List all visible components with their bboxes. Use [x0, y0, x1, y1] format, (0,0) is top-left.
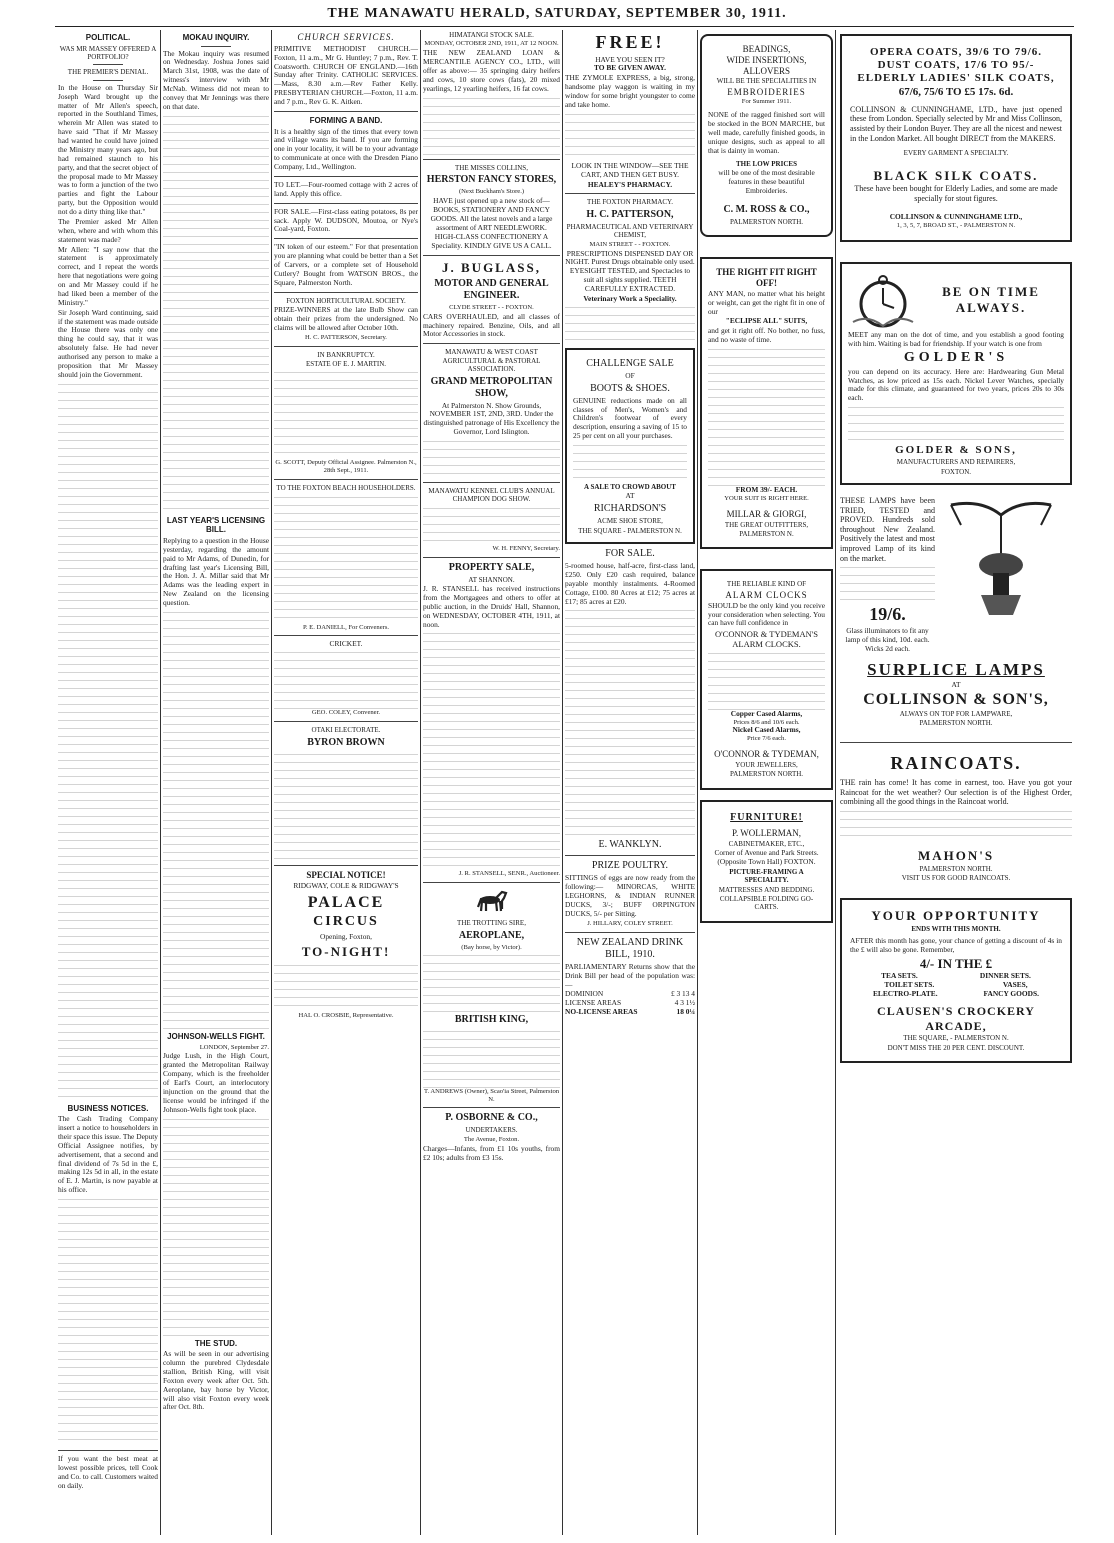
opera-coats-box [840, 34, 1072, 242]
column-stock [423, 30, 560, 1535]
article-paragraph: The Mokau inquiry was resumed on Wednesday. Joshua Jones said March 31st, 1908, was the date of witness's interview with Mr McNab. Witness did not mean to convey that Mr Jennings was there on that date. [163, 48, 269, 111]
text-block [274, 751, 418, 861]
ad-title: DUST COATS, 17/6 TO 95/- [877, 59, 1035, 72]
masthead-title: THE MANAWATU HERALD, SATURDAY, SEPTEMBER 30, 1911. [327, 6, 787, 21]
ad-text: 1, 3, 5, 7, BROAD ST., - PALMERSTON N. [896, 222, 1016, 230]
classified-ad: you can depend on its accuracy. Here are: Hardwearing Gun Metal Watches, as low priced as 15s each. Nickel Lever Watches, specially made for this climate, and guaranteed for two years, prices 20s to 30s each. [848, 366, 1064, 403]
classified-ad: SHOULD be the only kind you receive your consideration when selecting. You can have full confidence in [708, 600, 825, 628]
ad-heading: OTAKI ELECTORATE. [311, 726, 381, 735]
ad-heading: ENDS WITH THIS MONTH. [911, 925, 1001, 934]
ad-heading: PHARMACEUTICAL AND VETERINARY CHEMIST, [566, 222, 694, 240]
classified-ad: and get it right off. No bother, no fuss, and no waste of time. [708, 326, 825, 345]
ad-title: PALACE [307, 894, 385, 912]
ad-title: YOUR OPPORTUNITY [871, 908, 1041, 924]
section-heading: CHURCH SERVICES. [297, 32, 395, 42]
ad-heading: MATTRESSES AND BEDDING. [718, 885, 815, 894]
ad-title: PROPERTY SALE, [448, 561, 535, 573]
text-block [423, 630, 560, 870]
table-row: LICENSE AREAS 4 3 1½ [565, 998, 695, 1008]
ad-title: BEADINGS, [742, 44, 791, 54]
golder-header [848, 270, 1064, 330]
ad-heading: "ECLIPSE ALL" SUITS, [725, 316, 808, 326]
ad-heading: CABINETMAKER, ETC., [728, 839, 805, 848]
lamps-text [840, 495, 935, 654]
horse-icon [472, 887, 512, 915]
lamp-price: 19/6. [869, 604, 906, 625]
ad-title: CHALLENGE SALE [586, 357, 674, 369]
text-block [840, 564, 935, 604]
column-collinson [840, 30, 1072, 1535]
ad-text: Prices 8/6 and 10/6 each. [733, 718, 800, 726]
classified-ad: PARLIAMENTARY Returns show that the Drink Bill per head of the population was:— [565, 961, 695, 989]
classified-ad: "IN token of our esteem." For that presentation you are planning what could be better than a Set of Carvers, or a complete set of Household Cutlery? Bought from WATSON BROS., the Square, Palmerston North. [274, 242, 418, 287]
text-block [163, 113, 269, 513]
ad-heading: HIMATANGI STOCK SALE. [449, 31, 534, 39]
column-notices [274, 30, 418, 1535]
section-heading: MOKAU INQUIRY. [182, 33, 250, 42]
ad-title: P. OSBORNE & CO., [445, 1112, 538, 1124]
goods-item: VASES, [1002, 979, 1028, 989]
text-block [274, 369, 418, 459]
ad-heading: THE GREAT OUTFITTERS, [724, 520, 809, 529]
church-listing: PRIMITIVE METHODIST CHURCH.—Foxton, 11 a.m., Mr G. Huntley; 7 p.m., Rev. T. Coatsworth. CHURCH OF ENGLAND.—16th Sunday after Trinity. CATHOLIC SERVICES.—Mass, 8.30 a.m.—Rev Father Kelly. PRESBYTERIAN CHURCH.—Foxton, 11 a.m. and 7 p.m., Rev G. K. Aitken. [274, 43, 418, 107]
text-block [423, 438, 560, 478]
subhead: THE PREMIER'S DENIAL. [67, 68, 149, 77]
ad-text: MAIN STREET - - FOXTON. [589, 240, 671, 248]
ad-title: RICHARDSON'S [593, 503, 667, 515]
ad-heading: MANAWATU KENNEL CLUB'S ANNUAL CHAMPION DOG SHOW. [428, 487, 555, 504]
ad-title: MILLAR & GIORGI, [726, 508, 807, 519]
text-block [708, 650, 825, 710]
ad-title: FOR SALE. [605, 548, 655, 560]
article-paragraph: Replying to a question in the House yesterday, regarding the amount paid to Mr Adams, of Dunedin, for drafting last year's Licensing Bill, the Hon. J. A. Millar said that Mr Adams was the leading expert in New Zealand on the licensing question. [163, 535, 269, 608]
ad-text: The Avenue, Foxton. [463, 1135, 520, 1143]
ad-heading: MANUFACTURERS AND REPAIRERS, [896, 458, 1016, 467]
text-block [565, 111, 695, 161]
ad-heading: TO THE FOXTON BEACH HOUSEHOLDERS. [276, 484, 416, 493]
article-paragraph: The Cash Trading Company insert a notice to householders in their space this issue. The Deputy Official Assignee notifies, by advertisement, that a second and final dividend of 7s 5d in the £, making 12s 5d in all, in the estate of E. J. Martin, is now payable at his office. [58, 1114, 158, 1195]
column-rule [697, 30, 698, 1535]
ad-heading: DON'T MISS THE 20 PER CENT. DISCOUNT. [887, 1043, 1025, 1052]
article-paragraph: In the House on Thursday Sir Joseph Ward brought up the matter of Mr Allen's speech, reported in the Southland Times, wherein Mr Allen was stated to have said "That if Mr Massey had wanted he could have joined the Ministry many years ago, but had remained staunch to his party, and that the secret object of the proposal made to Mr Massey was to form a junction of the two parties and fight the Labour party, but the Opposition would not do a dirty thing like that." [58, 82, 158, 217]
text-block [58, 1196, 158, 1446]
ad-title: H. C. PATTERSON, [586, 208, 674, 220]
classified-ad: Corner of Avenue and Park Streets. (Opposite Town Hall) FOXTON. [714, 847, 819, 866]
ad-title: MAHON'S [917, 848, 995, 864]
ad-heading: FOXTON HORTICULTURAL SOCIETY. [286, 296, 406, 305]
text-block [565, 607, 695, 837]
ad-text: Veterinary Work a Speciality. [583, 293, 677, 303]
classified-ad: NONE of the ragged finished sort will be stocked in the BON MARCHE, but well made, carefully finished goods, in unique designs, such as appeal to all that is dainty in woman. [708, 110, 825, 155]
watch-icon [848, 270, 918, 330]
goods-row [850, 972, 1062, 981]
ad-text: For Summer 1911. [741, 97, 792, 105]
classified-ad: ANY MAN, no matter what his height or weight, can get the right fit in one of our [708, 288, 825, 316]
ad-heading: MANAWATU & WEST COAST AGRICULTURAL & PASTORAL ASSOCIATION. [442, 348, 541, 374]
ad-heading: RIDGWAY, COLE & RIDGWAY'S [293, 881, 399, 891]
ad-text: CLYDE STREET - - FOXTON. [449, 303, 534, 311]
ad-heading: THE FOXTON PHARMACY. [587, 198, 673, 207]
challenge-sale-box [565, 348, 695, 544]
classified-ad: At Palmerston N. Show Grounds, NOVEMBER 1ST, 2ND, 3RD. Under the distinguished patronage of His Excellency the Governor, Lord Islington. [423, 400, 560, 437]
classified-ad: THE NEW ZEALAND LOAN & MERCANTILE AGENCY CO., LTD., will offer as above:— 35 springing dairy heifers and cows, 10 store cows (fats), 20 mixed yearlings, 12 yearling heifers, 16 fat cows. [423, 48, 560, 93]
ad-title: PRIZE POULTRY. [591, 860, 669, 872]
column-rule [835, 30, 836, 1535]
ad-title: BYRON BROWN [307, 736, 385, 748]
ad-text: YOUR SUIT IS RIGHT HERE. [724, 494, 809, 502]
ad-title: O'CONNOR & TYDEMAN'S [714, 629, 819, 640]
ad-text: (Next Buckham's Store.) [458, 188, 525, 196]
ad-title: WIDE INSERTIONS, [726, 54, 807, 65]
classified-ad: PRIZE-WINNERS at the late Bulb Show can obtain their prizes from the undersigned. No claims will be allowed after October 10th. [274, 305, 418, 332]
article-paragraph: Judge Lush, in the High Court, granted the Metropolitan Railway Company, which is the freeholder of Earl's Court, an interlocutory injunction on the ground that the license would be infringed if the Johnson-Wells fight took place. [163, 1051, 269, 1114]
ad-heading: PALMERSTON NORTH. [919, 719, 993, 728]
article-paragraph: Sir Joseph Ward continuing, said if the statement was made outside the House there was only one thing he could say, that it was absolutely false. He had never authorised any person to make a proposition that Mr Massey should join the Government. [58, 307, 158, 379]
classified-ad: Glass illuminators to fit any lamp of this kind, 10d. each. Wicks 2d each. [845, 625, 930, 653]
signature: W. H. FENNY, Secretary. [492, 544, 560, 552]
table-row: NO-LICENSE AREAS 18 0¼ [565, 1007, 695, 1017]
text-block [848, 404, 1064, 444]
golder-box [840, 262, 1072, 485]
text-block [274, 649, 418, 709]
text-block [423, 952, 560, 1012]
column-pharmacy [565, 30, 695, 1535]
ad-title: 67/6, 75/6 TO £5 17s. 6d. [898, 85, 1014, 98]
ad-heading: THE TROTTING SIRE, [457, 919, 526, 928]
ad-title: NEW ZEALAND DRINK BILL, 1910. [576, 936, 684, 960]
ad-heading: VISIT US FOR GOOD RAINCOATS. [901, 874, 1011, 883]
classified-ad: THE ZYMOLE EXPRESS, a big, strong, handsome play waggon is waiting in my window for some bright youngster to come and take home. [565, 73, 695, 109]
ad-heading: COLLINSON & CUNNINGHAME LTD., [889, 212, 1023, 222]
ad-heading: ALWAYS ON TOP FOR LAMPWARE, [899, 709, 1013, 718]
ad-text: Opening, Foxton, [320, 932, 372, 942]
text-block [58, 381, 158, 1101]
dateline: LONDON, September 27. [199, 1043, 269, 1051]
signature: G. SCOTT, Deputy Official Assignee. Palmerston N., 28th Sept., 1911. [275, 459, 417, 475]
footer-notice: If you want the best meat at lowest possible prices, tell Cook and Co. to call. Customers waited on daily. [58, 1454, 158, 1490]
ad-text: OF [625, 370, 635, 380]
classified-ad: HAVE just opened up a new stock of— BOOKS, STATIONERY AND FANCY GOODS. All the latest novels and a large assortment of ART NEEDLEWORK. [430, 195, 553, 232]
ad-heading: Nickel Cased Alarms, [732, 725, 801, 735]
ad-title: BLACK SILK COATS. [873, 167, 1039, 183]
ad-title: BOOTS & SHOES. [590, 382, 670, 394]
embroideries-box [700, 34, 833, 237]
ad-title: BE ON TIME ALWAYS. [942, 284, 1040, 316]
ad-heading: PALMERSTON NORTH. [729, 770, 804, 779]
ad-title: COLLINSON & SON'S, [863, 690, 1049, 708]
ad-heading: FOXTON. [940, 467, 971, 476]
text-block [840, 808, 1072, 838]
classified-ad: GENUINE reductions made on all classes of Men's, Women's and Children's footwear of every description, ensuring a saving of 15 to 25 per cent on all your purchases. [573, 395, 687, 441]
article-paragraph: It is a healthy sign of the times that every town and village wants its band. If you are forming one in your locality, it will be to your advantage to communicate at once with the Dresden Piano Company, Ltd., Wellington. [274, 126, 418, 172]
article-paragraph: Mr Allen: "I say now that the statement is approximately correct, and I repeat the words here that negotiations were going on and Mr Massey could if he had liked been a member of the Ministry." [58, 244, 158, 307]
ad-title: P. WOLLERMAN, [731, 827, 802, 838]
article-paragraph: The Premier asked Mr Allen when, where and with whom this statement was made? [58, 216, 158, 244]
column-rule [160, 30, 161, 1535]
text-block [423, 1028, 560, 1088]
classified-ad: Charges—Infants, from £1 10s youths, from £2 10s; adults from £3 15s. [423, 1143, 560, 1162]
ad-heading: IN BANKRUPTCY. [317, 350, 375, 359]
ad-title: ALLOVERS [743, 65, 790, 76]
column-embroideries [700, 30, 833, 1535]
ad-title: FURNITURE! [730, 811, 803, 823]
headline: WAS MR MASSEY OFFERED A PORTFOLIO? [59, 44, 157, 61]
ad-heading: WILL BE THE SPECIALITIES IN [716, 77, 817, 86]
ad-title: O'CONNOR & TYDEMAN, [714, 749, 819, 760]
masthead-rule [55, 26, 1074, 27]
ad-title: EMBROIDERIES [727, 86, 806, 97]
lamp-icon [941, 495, 1061, 625]
ad-title: ALARM CLOCKS [725, 589, 808, 600]
ad-title: CLAUSEN'S CROCKERY ARCADE, [877, 1004, 1035, 1033]
ad-heading: ACME SHOE STORE, [597, 517, 663, 526]
ad-heading: PALMERSTON N. [739, 530, 794, 539]
ad-title: ELDERLY LADIES' SILK COATS, [857, 72, 1055, 85]
lamps-row [840, 495, 1072, 654]
section-heading: JOHNSON-WELLS FIGHT. [167, 1031, 265, 1041]
signature: J. HILLARY, COLEY STREET. [587, 919, 673, 927]
column-rule [420, 30, 421, 1535]
goods-item: ELECTRO-PLATE. [873, 988, 938, 998]
ad-heading: THE LOW PRICES [736, 159, 797, 168]
furniture-box [700, 800, 833, 923]
lamps-ad [840, 495, 1072, 728]
ad-heading: AT SHANNON. [468, 575, 515, 584]
classified-ad: MEET any man on the dot of time, and you establish a good footing with him. Waiting is bad for friendship. If your watch is one from [848, 330, 1064, 348]
column-political [58, 30, 158, 1535]
ad-title: CIRCUS [313, 914, 379, 930]
classified-ad: will be one of the most desirable features in these beautiful Embroideries. [718, 168, 815, 195]
ad-text: AT [625, 491, 635, 501]
ad-title: BRITISH KING, [454, 1013, 529, 1025]
ad-title: FREE! [595, 32, 665, 52]
signature: GEO. COLEY, Convener. [311, 709, 381, 717]
ad-title: GOLDER'S [903, 349, 1009, 365]
ad-heading: HEALEY'S PHARMACY. [587, 179, 673, 189]
classified-ad: FOR SALE.—First-class eating potatoes, 8s per sack. Apply W. DUDSON, Moutoa, or Nye's Coal-yard, Foxton. [274, 206, 418, 234]
ad-heading: EVERY GARMENT A SPECIALTY. [903, 149, 1009, 158]
ad-title: J. BUGLASS, [442, 260, 541, 276]
text-block [423, 505, 560, 545]
classified-ad: HIGH-CLASS CONFECTIONERY A Speciality. KINDLY GIVE US A CALL. [431, 232, 552, 251]
classified-ad: TO LET.—Four-roomed cottage with 2 acres of land. Apply this office. [274, 179, 418, 198]
ad-heading: FROM 39/- EACH. [735, 485, 798, 495]
ad-heading: PALMERSTON NORTH. [729, 217, 804, 226]
section-heading: FORMING A BAND. [309, 115, 383, 125]
section-heading: LAST YEAR'S LICENSING BILL. [166, 515, 266, 535]
goods-item: TOILET SETS. [884, 979, 935, 989]
ad-text: (Bay horse, by Victor). [461, 943, 522, 951]
ad-title: TO-NIGHT! [301, 944, 391, 960]
right-fit-box [700, 257, 833, 549]
text-block [423, 95, 560, 155]
ad-text: TO BE GIVEN AWAY. [593, 63, 667, 73]
classified-ad: AFTER this month has gone, your chance of getting a discount of 4s in the £ will also be gone. Remember, [850, 936, 1062, 955]
text-block [163, 1116, 269, 1336]
article-paragraph: As will be seen in our advertising column the purebred Clydesdale stallion, British King, will visit Foxton every week after Oct. 5th. Aeroplane, bay horse by Victor, will also visit Foxton every week after Oct. 8th. [163, 1349, 269, 1412]
section-heading: THE STUD. [194, 1338, 238, 1348]
classified-ad: LOOK IN THE WINDOW—SEE THE CART, AND THEN GET BUSY. [571, 160, 689, 179]
ad-heading: THE SQUARE - PALMERSTON N. [578, 526, 682, 535]
classified-ad: 5-roomed house, half-acre, first-class land, £250. Only £20 cash required, balance payable monthly instalments. 4-Roomed Cottage, £100. 80 Acres at £12; 75 acres at £17; 85 acres at £20. [565, 561, 695, 606]
signature: T. ANDREWS (Owner), Scao'ia Street, Palmerston N. [423, 1087, 560, 1103]
section-heading: BUSINESS NOTICES. [67, 1103, 149, 1113]
ad-title: HERSTON FANCY STORES, [426, 174, 557, 186]
ad-title: C. M. ROSS & CO., [723, 203, 810, 215]
ad-heading: THE RELIABLE KIND OF [726, 580, 807, 589]
ad-text: AT [951, 679, 961, 689]
text-block [163, 609, 269, 1029]
column-mokau [163, 30, 269, 1535]
alarm-box [700, 569, 833, 789]
classified-ad: CARS OVERHAULED, and all classes of machinery repaired. Benzine, Oils, and all Motor Accessories in stock. [423, 311, 560, 339]
ad-title: ALARM CLOCKS. [732, 639, 801, 650]
text-block [708, 346, 825, 486]
signature: H. C. PATTERSON, Secretary. [305, 333, 387, 341]
ad-date: MONDAY, OCTOBER 2ND, 1911, AT 12 NOON. [424, 40, 559, 48]
ad-title: MOTOR AND GENERAL ENGINEER. [434, 277, 549, 301]
ad-title: E. WANKLYN. [598, 839, 662, 851]
goods-row [850, 990, 1062, 999]
ad-title: OPERA COATS, 39/6 TO 79/6. [869, 46, 1043, 58]
ad-heading: ESTATE OF E. J. MARTIN. [305, 359, 387, 368]
ad-heading: YOUR JEWELLERS, [735, 761, 798, 770]
ad-heading: COLLAPSIBLE FOLDING GO-CARTS. [719, 894, 814, 912]
section-heading: POLITICAL. [85, 33, 131, 42]
classified-ad: THE rain has come! It has come in earnest, too. Have you got your Raincoat for the wet weather? Our selection is of the Highest Order, combining all the good things in the Raincoat world. [840, 778, 1072, 807]
ad-title: RAINCOATS. [890, 752, 1022, 773]
signature: J. R. STANSELL, SENR., Auctioneer. [458, 870, 560, 878]
ad-title: GRAND METROPOLITAN SHOW, [430, 375, 553, 399]
ad-heading: UNDERTAKERS. [465, 1126, 518, 1135]
classified-ad: These have been bought for Elderly Ladies, and some are made specially for stout figures. [854, 184, 1058, 203]
ad-heading: THE MISSES COLLINS, [455, 163, 528, 172]
classified-ad: J. R. STANSELL has received instructions from the Mortgagees and others to offer at public auction, in the Druids' Hall, Shannon, on WEDNESDAY, OCTOBER 4TH, 1911, at noon. [423, 584, 560, 629]
opportunity-box [840, 898, 1072, 1063]
ad-heading: CRICKET. [329, 639, 363, 649]
ad-heading: Copper Cased Alarms, [730, 708, 803, 718]
ad-title: THE RIGHT FIT RIGHT OFF! [716, 267, 817, 289]
text-block [565, 304, 695, 344]
text-block [573, 442, 687, 482]
text-block [274, 494, 418, 624]
text-block [274, 962, 418, 1012]
raincoats-ad [840, 753, 1072, 883]
ad-text: HAVE YOU SEEN IT? [595, 54, 665, 64]
ad-heading: PALMERSTON NORTH. [919, 864, 993, 873]
ad-title: GOLDER & SONS, [895, 444, 1017, 457]
ad-text: Price 7/6 each. [747, 735, 786, 743]
classified-ad: THESE LAMPS have been TRIED, TESTED and PROVED. Hundreds sold throughout New Zealand. Positively the latest and most improved Lamp of its kind on the market. [840, 496, 935, 563]
ad-heading: PICTURE-FRAMING A SPECIALITY. [729, 867, 804, 885]
goods-item: FANCY GOODS. [983, 988, 1039, 998]
table-row: DOMINION £ 3 13 4 [565, 989, 695, 999]
classified-ad: SITTINGS of eggs are now ready from the following:— MINORCAS, WHITE LEGHORNS, & INDIAN RUNNER DUCKS, 3/-; BUFF ORPINGTON DUCKS, 5/- per Sitting. [565, 873, 695, 918]
ad-title: SPECIAL NOTICE! [306, 869, 386, 880]
ad-title: 4/- IN THE £ [919, 956, 993, 972]
classified-ad: COLLINSON & CUNNINGHAME, LTD., have just opened these from London. Specially selected by Mr and Miss Collinson, assisted by their London Buyer. They are all the nicest and newest in the London Market. All bought DIRECT from the MAKERS. [850, 104, 1062, 143]
signature: HAL O. CROSBIE, Representative. [298, 1011, 394, 1019]
ad-heading: THE SQUARE, - PALMERSTON N. [903, 1034, 1009, 1043]
ad-title: SURPLICE LAMPS [867, 660, 1045, 680]
goods-item: DINNER SETS. [979, 970, 1031, 980]
goods-item: TEA SETS. [881, 970, 918, 980]
column-rule [271, 30, 272, 1535]
ad-heading: A SALE TO CROWD ABOUT [584, 483, 676, 492]
signature: P. E. DANIELL, For Conveners. [302, 623, 390, 631]
ad-title: AEROPLANE, [458, 929, 525, 941]
classified-ad: PRESCRIPTIONS DISPENSED DAY OR NIGHT. Purest Drugs obtainable only used. EYESIGHT TESTED, and Spectacles to suit all sights supplied. TEETH CAREFULLY EXTRACTED. [565, 248, 695, 294]
column-rule [562, 30, 563, 1535]
